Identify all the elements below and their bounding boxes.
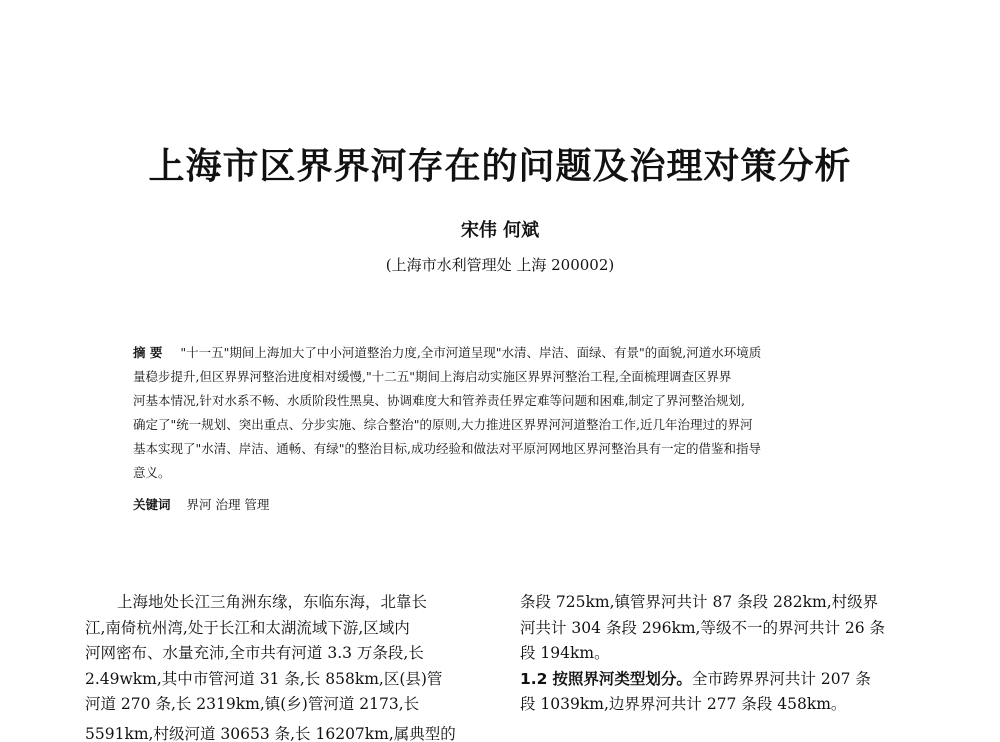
abstract-line-3: 河基本情况,针对水系不畅、水质阶段性黑臭、协调难度大和管养责任界定难等问题和困难,制定了界河整治规划, (133, 393, 745, 408)
body-paragraph-line: 条段 725km,镇管界河共计 87 条段 282km,村级界 (520, 593, 879, 611)
abstract-label: 摘 要 (133, 345, 163, 360)
body-paragraph-line: 2.49wkm,其中市管河道 31 条,长 858km,区(县)管 (85, 669, 443, 688)
section-number: 1.2 (520, 669, 548, 688)
keywords-line (133, 495, 269, 515)
abstract-text: "十一五"期间上海加大了中小河道整治力度,全市河道呈现"水清、岸洁、面绿、有景"的面貌,河道水环境质 (180, 345, 762, 360)
body-paragraph-line: 江,南倚杭州湾,处于长江和太湖流域下游,区域内 (85, 618, 410, 637)
body-paragraph-line: 河网密布、水量充沛,全市共有河道 3.3 万条段,长 (85, 644, 424, 662)
keywords-text: 界河 治理 管理 (186, 497, 270, 512)
body-paragraph-line: 河道 270 条,长 2319km,镇(乡)管河道 2173,长 (85, 695, 420, 713)
body-paragraph-line: 河共计 304 条段 296km,等级不一的界河共计 26 条 (520, 618, 886, 637)
abstract-line-6: 意义。 (133, 465, 171, 480)
body-paragraph-line: 段 1039km,边界界河共计 277 条段 458km。 (520, 695, 847, 713)
abstract-line-4: 确定了"统一规划、突出重点、分步实施、综合整治"的原则,大力推进区界界河河道整治工作,近几年治理过的界河 (133, 417, 753, 432)
keywords-label: 关键词 (133, 497, 171, 512)
abstract-line-5: 基本实现了"水清、岸洁、通畅、有绿"的整治目标,成功经验和做法对平原河网地区界河整治具有一定的借鉴和指导 (133, 441, 761, 456)
authors: 宋伟 何斌 (460, 220, 540, 241)
abstract-line-2: 量稳步提升,但区界界河整治进度相对缓慢,"十二五"期间上海启动实施区界界河整治工程,全面梳理调查区界界 (133, 369, 732, 384)
body-paragraph-line: 上海地处长江三角洲东缘，东临东海，北靠长 (117, 593, 428, 611)
paper-title: 上海市区界界河存在的问题及治理对策分析 (148, 145, 852, 187)
section-title: 按照界河类型划分。 (552, 669, 692, 688)
section-heading-line (520, 667, 940, 693)
right-column (520, 590, 940, 742)
affiliation: (上海市水利管理处 上海 200002) (385, 256, 615, 274)
abstract-line-1 (133, 343, 761, 363)
body-paragraph-line: 段 194km。 (520, 644, 610, 662)
left-column (85, 590, 495, 742)
body-paragraph-line: 5591km,村级河道 30653 条,长 16207km,属典型的 (85, 724, 456, 742)
section-text: 全市跨界界河共计 207 条 (691, 669, 871, 688)
